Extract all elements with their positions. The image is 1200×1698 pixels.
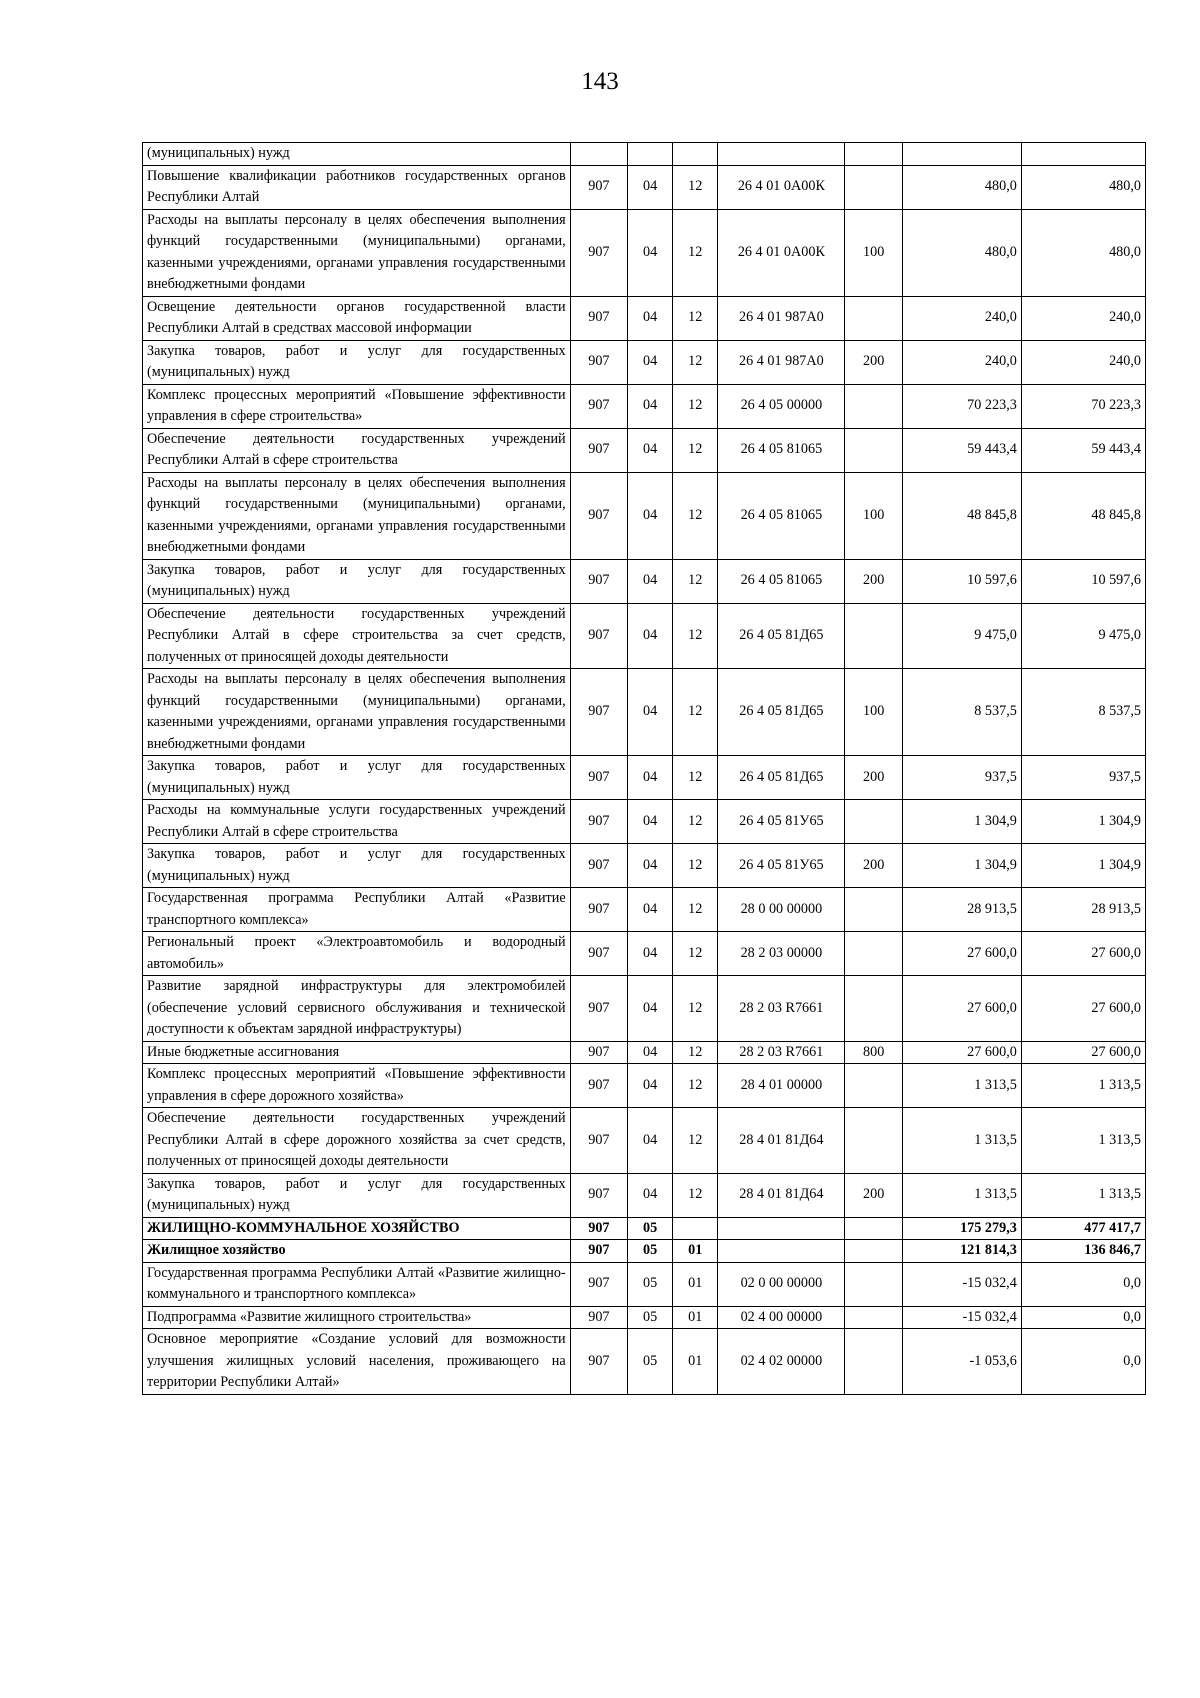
table-row [143,209,1146,296]
row-amount-1: 10 597,6 [902,559,1021,603]
row-section-code: 04 [628,209,673,296]
row-expense-type-code [845,932,902,976]
row-description: Комплекс процессных мероприятий «Повышение эффективности управления в сфере строительства» [143,384,571,428]
row-section-code: 04 [628,932,673,976]
row-section-code: 04 [628,1108,673,1174]
row-target-article-code: 26 4 01 987А0 [718,340,845,384]
row-section-code: 04 [628,384,673,428]
row-description: Расходы на выплаты персоналу в целях обеспечения выполнения функций государственными (муниципальными) органами, казенными учреждениями, органами управления государственными внебюджетными фондами [143,472,571,559]
row-amount-1: -1 053,6 [902,1329,1021,1395]
row-target-article-code: 26 4 05 81Д65 [718,756,845,800]
row-target-article-code: 28 4 01 81Д64 [718,1173,845,1217]
row-subsection-code: 12 [673,800,718,844]
row-target-article-code: 26 4 05 81У65 [718,800,845,844]
table-row [143,1306,1146,1329]
row-gr-code: 907 [570,1041,627,1064]
row-expense-type-code [845,1240,902,1263]
row-description: Обеспечение деятельности государственных учреждений Республики Алтай в сфере строительства [143,428,571,472]
row-subsection-code: 12 [673,428,718,472]
row-amount-1: 28 913,5 [902,888,1021,932]
row-subsection-code: 12 [673,976,718,1042]
row-section-code: 04 [628,669,673,756]
row-description: Обеспечение деятельности государственных учреждений Республики Алтай в сфере дорожного хозяйства за счет средств, полученных от приносящей доходы деятельности [143,1108,571,1174]
row-amount-2: 70 223,3 [1021,384,1145,428]
table-row [143,1240,1146,1263]
row-description: (муниципальных) нужд [143,143,571,166]
row-gr-code: 907 [570,800,627,844]
row-description: Региональный проект «Электроавтомобиль и водородный автомобиль» [143,932,571,976]
row-amount-1: 1 313,5 [902,1108,1021,1174]
row-expense-type-code [845,296,902,340]
table-row [143,296,1146,340]
row-target-article-code: 26 4 01 987А0 [718,296,845,340]
table-row [143,756,1146,800]
row-amount-2: 0,0 [1021,1262,1145,1306]
row-expense-type-code [845,976,902,1042]
row-target-article-code [718,1217,845,1240]
row-gr-code: 907 [570,1306,627,1329]
row-amount-1: 937,5 [902,756,1021,800]
row-expense-type-code: 100 [845,669,902,756]
row-amount-2: 8 537,5 [1021,669,1145,756]
table-row [143,888,1146,932]
row-expense-type-code [845,143,902,166]
row-amount-1: 70 223,3 [902,384,1021,428]
table-row [143,976,1146,1042]
row-expense-type-code [845,1329,902,1395]
row-description: Закупка товаров, работ и услуг для государственных (муниципальных) нужд [143,1173,571,1217]
row-amount-2 [1021,143,1145,166]
row-section-code [628,143,673,166]
row-expense-type-code [845,1262,902,1306]
row-amount-2: 1 304,9 [1021,844,1145,888]
table-row [143,384,1146,428]
row-amount-2: 27 600,0 [1021,976,1145,1042]
table-row [143,1173,1146,1217]
row-gr-code: 907 [570,1262,627,1306]
row-section-code: 04 [628,756,673,800]
row-amount-1: 175 279,3 [902,1217,1021,1240]
row-target-article-code: 02 4 02 00000 [718,1329,845,1395]
row-expense-type-code: 100 [845,209,902,296]
row-amount-1: 1 313,5 [902,1064,1021,1108]
row-section-code: 04 [628,428,673,472]
row-target-article-code: 02 0 00 00000 [718,1262,845,1306]
table-row [143,143,1146,166]
row-gr-code: 907 [570,559,627,603]
table-row [143,1041,1146,1064]
row-gr-code: 907 [570,669,627,756]
row-description: Расходы на выплаты персоналу в целях обеспечения выполнения функций государственными (муниципальными) органами, казенными учреждениями, органами управления государственными внебюджетными фондами [143,209,571,296]
row-amount-2: 27 600,0 [1021,1041,1145,1064]
row-section-code: 04 [628,1064,673,1108]
table-row [143,1262,1146,1306]
row-target-article-code: 28 4 01 00000 [718,1064,845,1108]
row-amount-1: 1 313,5 [902,1173,1021,1217]
table-row [143,165,1146,209]
row-target-article-code: 28 2 03 R7661 [718,976,845,1042]
row-target-article-code: 26 4 05 81У65 [718,844,845,888]
row-subsection-code: 01 [673,1306,718,1329]
row-target-article-code: 28 0 00 00000 [718,888,845,932]
row-subsection-code [673,1217,718,1240]
row-gr-code: 907 [570,384,627,428]
row-subsection-code: 01 [673,1240,718,1263]
row-amount-1: 59 443,4 [902,428,1021,472]
row-subsection-code: 12 [673,932,718,976]
row-subsection-code: 12 [673,384,718,428]
row-gr-code: 907 [570,756,627,800]
row-amount-2: 9 475,0 [1021,603,1145,669]
row-description: Жилищное хозяйство [143,1240,571,1263]
row-subsection-code: 12 [673,844,718,888]
row-gr-code: 907 [570,209,627,296]
row-expense-type-code [845,1306,902,1329]
row-gr-code: 907 [570,603,627,669]
row-target-article-code: 26 4 01 0А00К [718,209,845,296]
row-description: Расходы на выплаты персоналу в целях обеспечения выполнения функций государственными (муниципальными) органами, казенными учреждениями, органами управления государственными внебюджетными фондами [143,669,571,756]
row-subsection-code: 12 [673,1041,718,1064]
row-target-article-code: 26 4 05 81065 [718,472,845,559]
row-target-article-code: 26 4 05 81065 [718,559,845,603]
row-subsection-code: 12 [673,296,718,340]
row-amount-2: 28 913,5 [1021,888,1145,932]
table-row [143,340,1146,384]
row-gr-code: 907 [570,1329,627,1395]
row-gr-code: 907 [570,1217,627,1240]
row-expense-type-code: 200 [845,559,902,603]
row-amount-1: 121 814,3 [902,1240,1021,1263]
row-target-article-code: 28 2 03 00000 [718,932,845,976]
table-row [143,1329,1146,1395]
row-amount-1: 1 304,9 [902,844,1021,888]
row-gr-code: 907 [570,844,627,888]
row-amount-1: 240,0 [902,340,1021,384]
row-description: Государственная программа Республики Алтай «Развитие транспортного комплекса» [143,888,571,932]
row-target-article-code [718,1240,845,1263]
row-subsection-code: 12 [673,340,718,384]
row-amount-2: 136 846,7 [1021,1240,1145,1263]
row-expense-type-code [845,603,902,669]
row-target-article-code: 28 2 03 R7661 [718,1041,845,1064]
row-amount-1: -15 032,4 [902,1262,1021,1306]
row-expense-type-code: 100 [845,472,902,559]
page-number: 143 [581,68,619,95]
row-target-article-code: 02 4 00 00000 [718,1306,845,1329]
row-expense-type-code: 200 [845,844,902,888]
row-expense-type-code [845,888,902,932]
row-subsection-code: 01 [673,1262,718,1306]
row-target-article-code: 28 4 01 81Д64 [718,1108,845,1174]
row-expense-type-code [845,1108,902,1174]
row-section-code: 05 [628,1240,673,1263]
row-subsection-code: 12 [673,472,718,559]
row-subsection-code: 12 [673,165,718,209]
row-amount-1: -15 032,4 [902,1306,1021,1329]
row-description: Развитие зарядной инфраструктуры для электромобилей (обеспечение условий сервисного обслуживания и технической доступности к объектам зарядной инфраструктуры) [143,976,571,1042]
row-amount-2: 240,0 [1021,296,1145,340]
row-amount-2: 1 313,5 [1021,1173,1145,1217]
table-row [143,1217,1146,1240]
row-expense-type-code [845,1064,902,1108]
row-amount-2: 27 600,0 [1021,932,1145,976]
row-amount-2: 480,0 [1021,209,1145,296]
row-description: Закупка товаров, работ и услуг для государственных (муниципальных) нужд [143,559,571,603]
row-amount-2: 1 313,5 [1021,1064,1145,1108]
row-gr-code: 907 [570,1108,627,1174]
row-amount-2: 240,0 [1021,340,1145,384]
row-description: Комплекс процессных мероприятий «Повышение эффективности управления в сфере дорожного хозяйства» [143,1064,571,1108]
row-description: Расходы на коммунальные услуги государственных учреждений Республики Алтай в сфере строительства [143,800,571,844]
row-amount-2: 477 417,7 [1021,1217,1145,1240]
row-target-article-code: 26 4 05 00000 [718,384,845,428]
row-expense-type-code: 800 [845,1041,902,1064]
row-description: Основное мероприятие «Создание условий для возможности улучшения жилищных условий населения, проживающего на территории Республики Алтай» [143,1329,571,1395]
row-section-code: 04 [628,976,673,1042]
row-amount-1: 8 537,5 [902,669,1021,756]
row-gr-code: 907 [570,340,627,384]
row-description: Закупка товаров, работ и услуг для государственных (муниципальных) нужд [143,844,571,888]
row-section-code: 04 [628,296,673,340]
row-expense-type-code: 200 [845,1173,902,1217]
budget-table [142,142,1146,1395]
row-section-code: 04 [628,888,673,932]
table-row [143,1108,1146,1174]
row-expense-type-code [845,428,902,472]
row-subsection-code: 12 [673,1064,718,1108]
row-amount-1: 480,0 [902,165,1021,209]
row-description: Закупка товаров, работ и услуг для государственных (муниципальных) нужд [143,340,571,384]
row-section-code: 05 [628,1329,673,1395]
row-amount-2: 480,0 [1021,165,1145,209]
table-row [143,669,1146,756]
table-row [143,472,1146,559]
row-amount-2: 0,0 [1021,1329,1145,1395]
row-subsection-code [673,143,718,166]
row-target-article-code: 26 4 05 81Д65 [718,669,845,756]
row-amount-1: 27 600,0 [902,1041,1021,1064]
table-row [143,1064,1146,1108]
row-amount-2: 10 597,6 [1021,559,1145,603]
row-expense-type-code [845,384,902,428]
row-description: ЖИЛИЩНО-КОММУНАЛЬНОЕ ХОЗЯЙСТВО [143,1217,571,1240]
row-gr-code: 907 [570,296,627,340]
row-expense-type-code [845,800,902,844]
row-amount-1: 240,0 [902,296,1021,340]
row-amount-1: 27 600,0 [902,932,1021,976]
table-row [143,559,1146,603]
row-gr-code: 907 [570,976,627,1042]
row-gr-code: 907 [570,888,627,932]
row-section-code: 04 [628,1173,673,1217]
table-row [143,800,1146,844]
row-target-article-code: 26 4 05 81Д65 [718,603,845,669]
row-amount-1: 27 600,0 [902,976,1021,1042]
row-section-code: 04 [628,340,673,384]
row-gr-code: 907 [570,428,627,472]
row-amount-2: 1 313,5 [1021,1108,1145,1174]
row-target-article-code: 26 4 01 0А00К [718,165,845,209]
row-description: Повышение квалификации работников государственных органов Республики Алтай [143,165,571,209]
budget-table-body [143,143,1146,1395]
row-expense-type-code: 200 [845,756,902,800]
row-amount-1 [902,143,1021,166]
row-gr-code: 907 [570,165,627,209]
row-gr-code: 907 [570,932,627,976]
row-amount-1: 480,0 [902,209,1021,296]
row-subsection-code: 12 [673,1173,718,1217]
row-gr-code: 907 [570,472,627,559]
row-amount-2: 1 304,9 [1021,800,1145,844]
row-expense-type-code [845,1217,902,1240]
row-amount-2: 937,5 [1021,756,1145,800]
row-gr-code: 907 [570,1240,627,1263]
row-gr-code: 907 [570,1064,627,1108]
row-description: Государственная программа Республики Алтай «Развитие жилищно-коммунального и транспортного комплекса» [143,1262,571,1306]
row-description: Обеспечение деятельности государственных учреждений Республики Алтай в сфере строительства за счет средств, полученных от приносящей доходы деятельности [143,603,571,669]
table-row [143,932,1146,976]
row-amount-1: 9 475,0 [902,603,1021,669]
row-section-code: 04 [628,165,673,209]
row-amount-2: 59 443,4 [1021,428,1145,472]
row-amount-1: 48 845,8 [902,472,1021,559]
row-section-code: 05 [628,1262,673,1306]
row-subsection-code: 12 [673,888,718,932]
row-gr-code [570,143,627,166]
row-amount-1: 1 304,9 [902,800,1021,844]
row-description: Подпрограмма «Развитие жилищного строительства» [143,1306,571,1329]
row-section-code: 04 [628,1041,673,1064]
row-section-code: 04 [628,844,673,888]
row-description: Закупка товаров, работ и услуг для государственных (муниципальных) нужд [143,756,571,800]
row-section-code: 04 [628,603,673,669]
row-expense-type-code [845,165,902,209]
row-subsection-code: 12 [673,559,718,603]
table-row [143,603,1146,669]
row-subsection-code: 12 [673,669,718,756]
row-section-code: 04 [628,800,673,844]
row-subsection-code: 12 [673,209,718,296]
row-amount-2: 48 845,8 [1021,472,1145,559]
row-section-code: 05 [628,1217,673,1240]
row-expense-type-code: 200 [845,340,902,384]
row-section-code: 04 [628,559,673,603]
row-subsection-code: 01 [673,1329,718,1395]
row-description: Иные бюджетные ассигнования [143,1041,571,1064]
table-row [143,844,1146,888]
row-subsection-code: 12 [673,1108,718,1174]
row-gr-code: 907 [570,1173,627,1217]
row-subsection-code: 12 [673,603,718,669]
row-target-article-code: 26 4 05 81065 [718,428,845,472]
row-subsection-code: 12 [673,756,718,800]
row-amount-2: 0,0 [1021,1306,1145,1329]
row-section-code: 04 [628,472,673,559]
row-section-code: 05 [628,1306,673,1329]
row-target-article-code [718,143,845,166]
row-description: Освещение деятельности органов государственной власти Республики Алтай в средствах массовой информации [143,296,571,340]
table-row [143,428,1146,472]
